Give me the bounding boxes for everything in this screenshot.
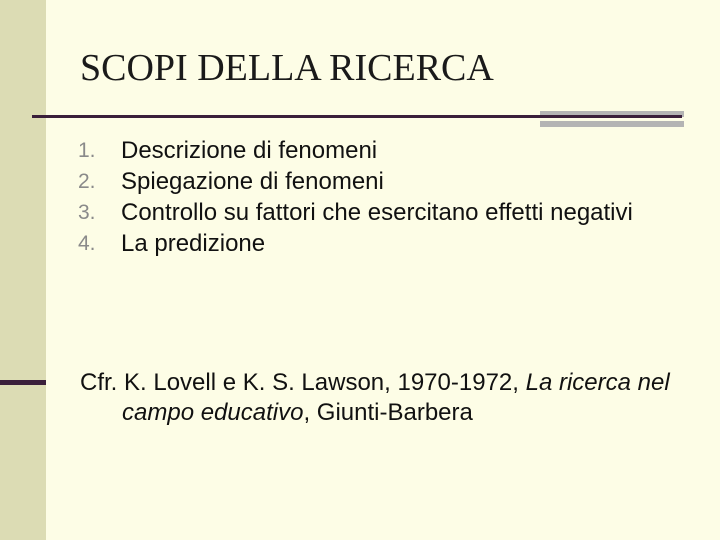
reference-prefix: Cfr. K. Lovell e K. S. Lawson, 1970-1972, [80, 369, 526, 396]
left-decorative-band [0, 0, 46, 540]
reference-book-title: La ricerca nel campo educativo [122, 369, 670, 426]
numbered-list [78, 136, 678, 260]
list-item [78, 136, 678, 166]
list-item [78, 167, 678, 197]
list-number: 2. [78, 170, 96, 193]
list-text: Descrizione di fenomeni [121, 137, 378, 164]
list-number: 1. [78, 139, 96, 162]
bibliographic-reference [80, 368, 720, 428]
list-number: 3. [78, 201, 96, 224]
title-rule [32, 115, 682, 118]
list-number: 4. [78, 232, 96, 255]
title-rule-grey-bottom [540, 121, 684, 127]
reference-publisher: , Giunti-Barbera [303, 399, 473, 426]
list-text: Spiegazione di fenomeni [121, 168, 384, 195]
list-item [78, 229, 678, 259]
list-text: La predizione [121, 230, 266, 257]
slide-title: SCOPI DELLA RICERCA [80, 47, 494, 89]
list-text: Controllo su fattori che esercitano effetti negativi [121, 199, 633, 226]
left-accent-bar [0, 380, 46, 385]
list-item [78, 198, 678, 228]
